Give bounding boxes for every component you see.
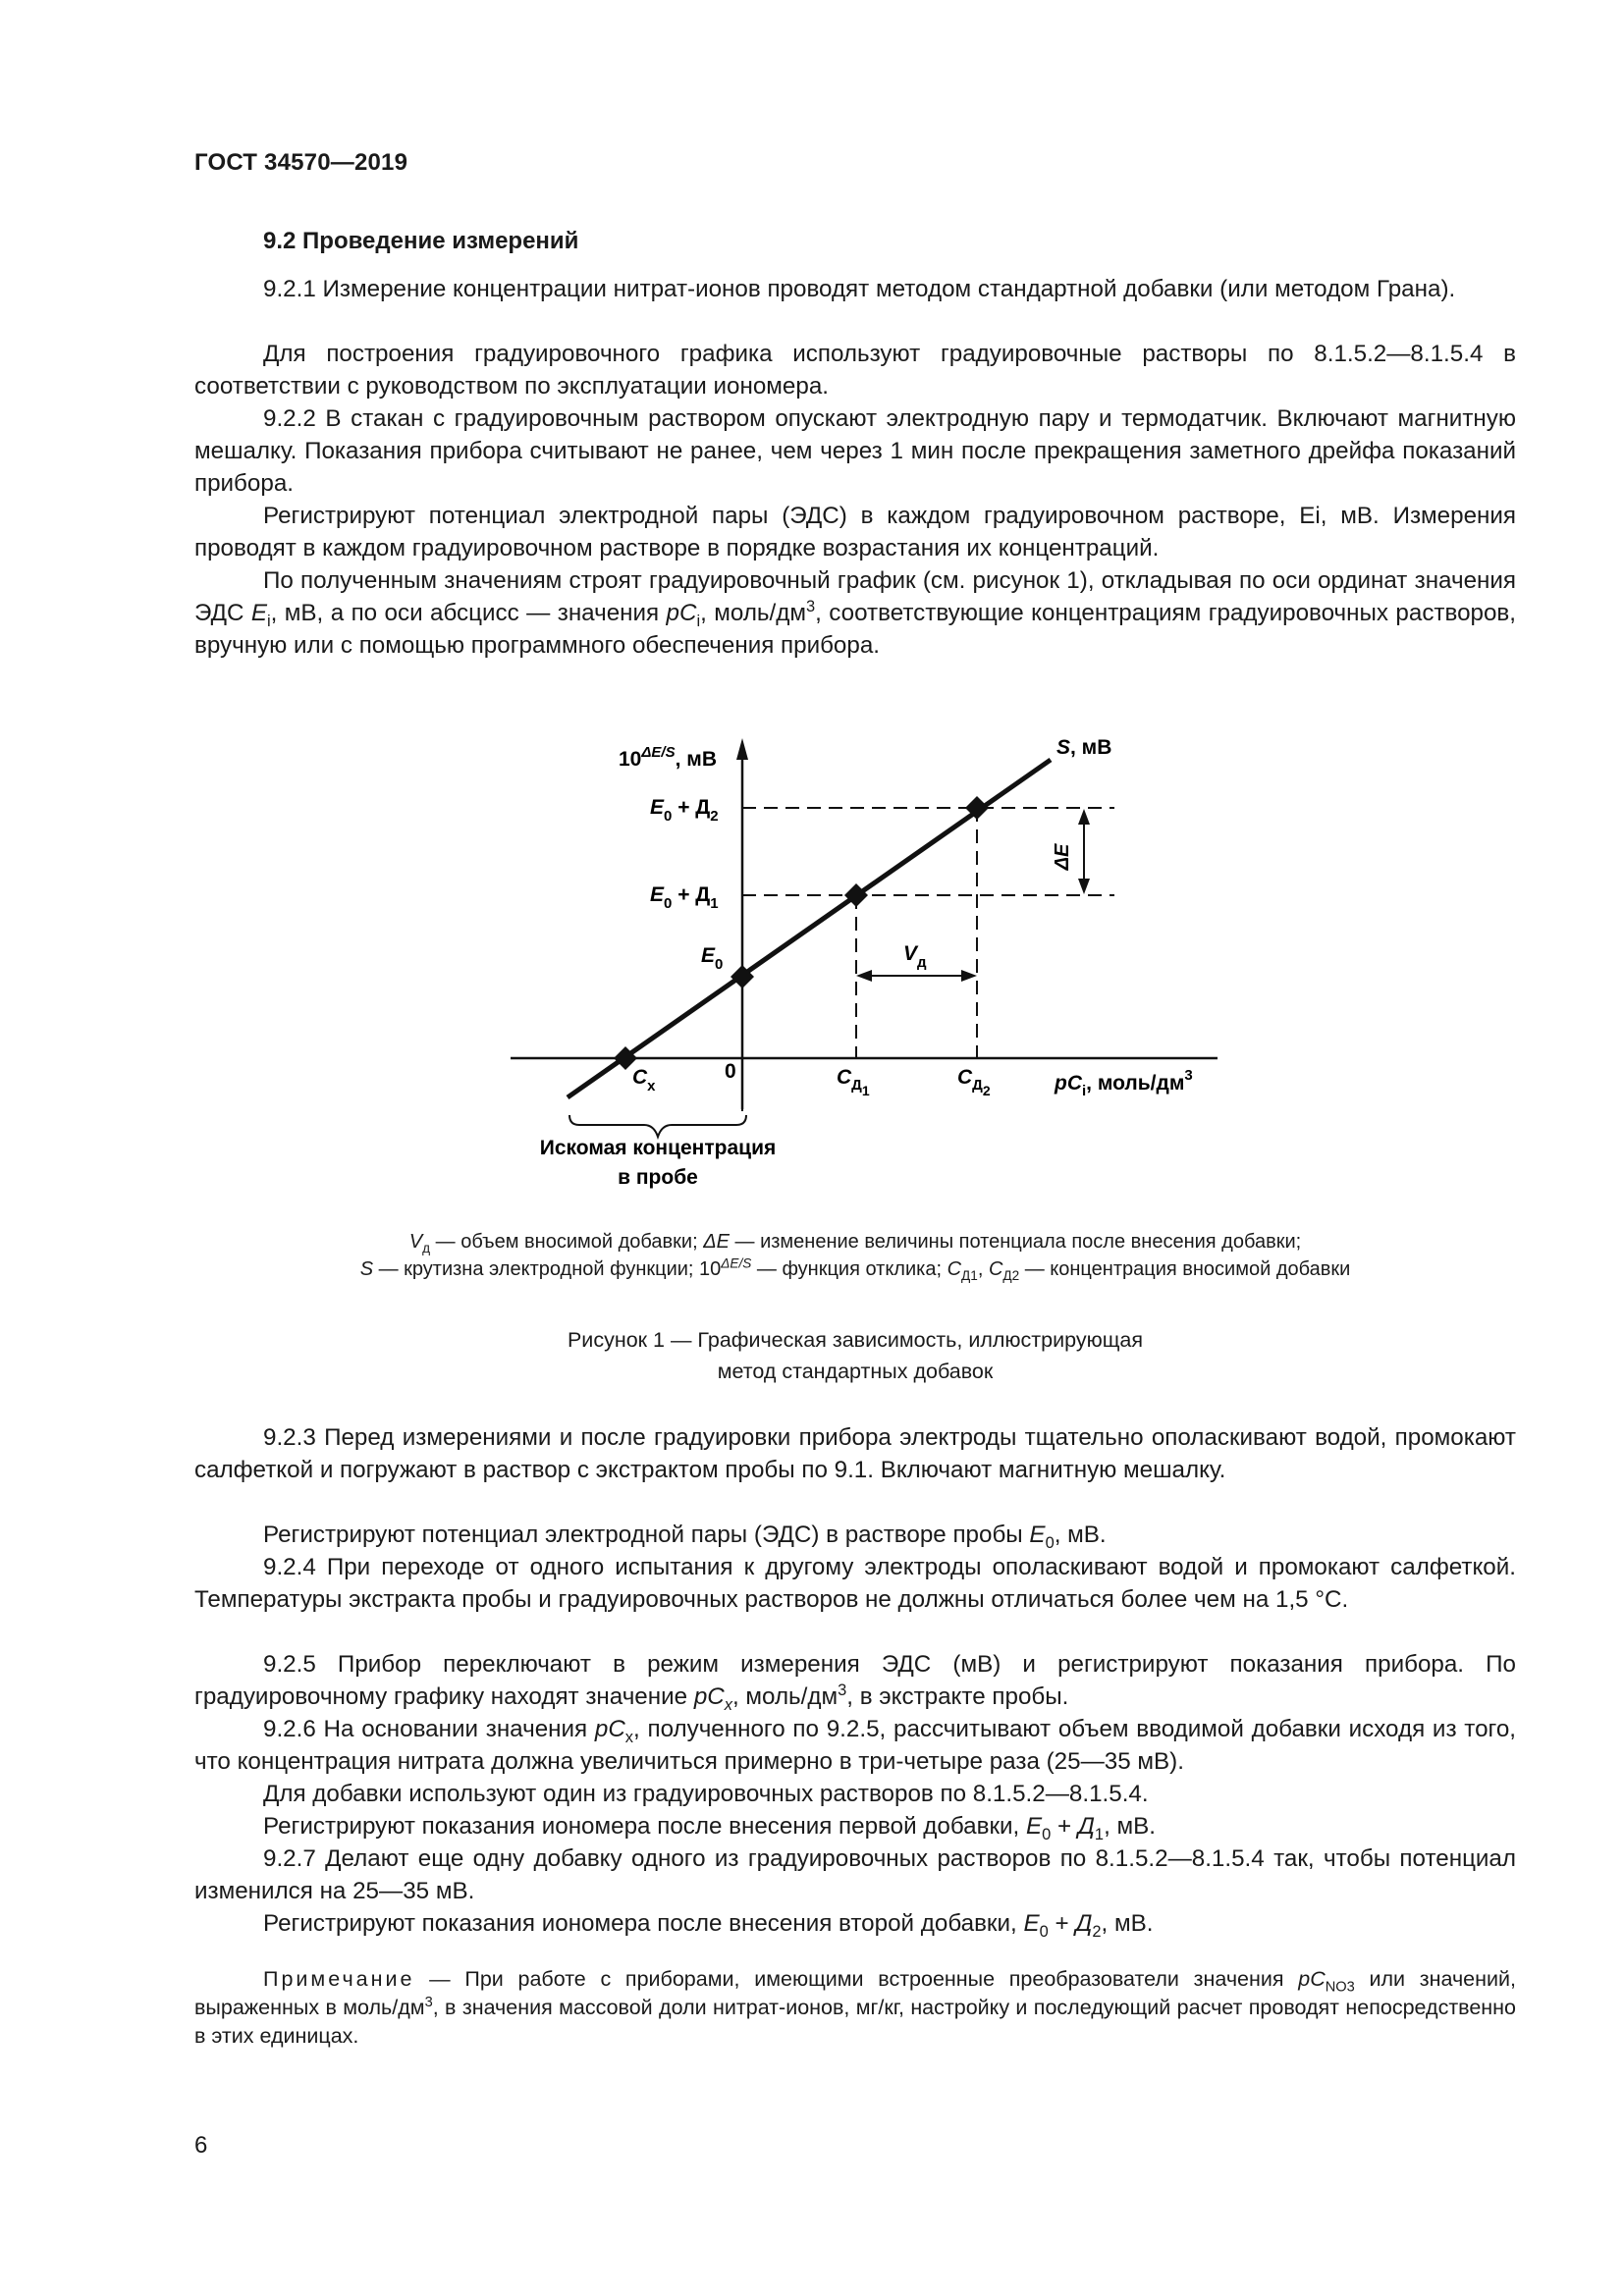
paragraph-9-2-6-b: Для добавки используют один из градуировочных растворов по 8.1.5.2—8.1.5.4. bbox=[263, 1781, 1149, 1807]
figure-caption-line-1: Рисунок 1 — Графическая зависимость, иллюстрирующая bbox=[567, 1328, 1144, 1352]
paragraph-9-2-3: 9.2.3 Перед измерениями и после градуировки прибора электроды тщательно ополаскивают водой, промокают салфеткой и погружают в раствор с экстрактом пробы по 9.1. Включают магнитную мешалку. bbox=[194, 1424, 1516, 1483]
paragraph-9-2-4: 9.2.4 При переходе от одного испытания к другому электроды ополаскивают водой и промокают салфеткой. Температуры экстракта пробы и градуировочных растворов не должны отличаться более чем на 1,5 °С. bbox=[194, 1554, 1516, 1613]
brace-label-2: в пробе bbox=[618, 1166, 698, 1189]
label-e0: $E_0$ bbox=[701, 944, 724, 973]
brace-label-1: Искомая концентрация bbox=[539, 1137, 777, 1159]
paragraph-9-2-1: 9.2.1 Измерение концентрации нитрат-ионов проводят методом стандартной добавки (или методом Грана). bbox=[263, 276, 1456, 302]
figure-1-graph bbox=[491, 717, 1237, 1207]
paragraph-9-2-6-c: Регистрируют показания иономера после внесения первой добавки, $E_0 + Д_1$, мВ. bbox=[263, 1813, 1156, 1843]
label-e0-d1: $E_0 + Д_1$ bbox=[650, 883, 719, 912]
paragraph-9-2-2-b: Регистрируют потенциал электродной пары (ЭДС) в каждом градуировочном растворе, Ei, мВ. Измерения проводят в каждом градуировочном растворе в порядке возрастания их концентраций. bbox=[194, 503, 1516, 561]
paragraph-9-2-2: 9.2.2 В стакан с градуировочным раствором опускают электродную пару и термодатчик. Включают магнитную мешалку. Показания прибора считывают не ранее, чем через 1 мин после прекращения заметного дрейфа показаний прибора. bbox=[194, 405, 1516, 497]
x-axis-label: $pC_i$, моль/$дм^3$ bbox=[1055, 1067, 1193, 1099]
section-title: 9.2 Проведение измерений bbox=[263, 228, 579, 254]
label-e0-d2: $E_0 + Д_2$ bbox=[650, 796, 719, 825]
delta-e-arrow-bottom bbox=[1078, 879, 1090, 894]
slope-label: S, мВ bbox=[1056, 736, 1112, 759]
label-cd1: $C_{Д1}$ bbox=[837, 1066, 870, 1098]
paragraph-9-2-5: 9.2.5 Прибор переключают в режим измерения ЭДС (мВ) и регистрируют показания прибора. По градуировочному графику находят значение $pC_x$, моль/$дм^3$, в экстракте пробы. bbox=[194, 1651, 1516, 1714]
paragraph-9-2-7: 9.2.7 Делают еще одну добавку одного из градуировочных растворов по 8.1.5.2—8.1.5.4 так, чтобы потенциал изменился на 25—35 мВ. bbox=[194, 1845, 1516, 1904]
note-label: Примечание bbox=[263, 1967, 415, 1991]
figure-caption-line-2: метод стандартных добавок bbox=[717, 1360, 994, 1383]
label-zero: 0 bbox=[725, 1060, 736, 1083]
figure-legend-line-1: $V_д$ — объем вносимой добавки; ΔE — изменение величины потенциала после внесения добавки; bbox=[408, 1231, 1302, 1255]
paragraph-9-2-6: 9.2.6 На основании значения $pC_x$, полученного по 9.2.5, рассчитывают объем вводимой добавки исходя из того, что концентрация нитрата должна увеличиться примерно в три-четыре раза (25—35 мВ). bbox=[194, 1716, 1517, 1775]
y-axis-arrow bbox=[736, 738, 748, 760]
label-cd2: $C_{Д2}$ bbox=[957, 1066, 991, 1098]
paragraph-9-2-3-b: Регистрируют потенциал электродной пары (ЭДС) в растворе пробы $E_0$, мВ. bbox=[263, 1522, 1107, 1552]
page-number: 6 bbox=[194, 2132, 208, 2159]
delta-e-arrow-top bbox=[1078, 809, 1090, 825]
y-axis-label: $10^{\Delta E/S}$, мВ bbox=[619, 744, 717, 771]
vd-label: $V_д$ bbox=[903, 942, 927, 971]
note: Примечание — При работе с приборами, имеющими встроенные преобразователи значения $pC_{NO3}$ или значений, выраженных в моль/$дм^3$, в значения массовой доли нитрат-ионов, мг/кг, настройку и последующий расчет проводят непосредственно в этих единицах. bbox=[194, 1967, 1517, 2048]
paragraph-9-2-7-b: Регистрируют показания иономера после внесения второй добавки, $E_0 + Д_2$, мВ. bbox=[263, 1910, 1154, 1941]
paragraph-9-2-1-b: Для построения градуировочного графика используют градуировочные растворы по 8.1.5.2—8.1.5.4 в соответствии с руководством по эксплуатации иономера. bbox=[194, 341, 1516, 400]
paragraph-9-2-2-c: По полученным значениям строят градуировочный график (см. рисунок 1), откладывая по оси ординат значения ЭДС $E_i$, мВ, а по оси абсцисс — значения $pC_i$, моль/$дм^3$, соответствующие концентрациям градуировочных растворов, вручную или с помощью программного обеспечения прибора. bbox=[194, 567, 1516, 659]
vd-arrow-right bbox=[961, 970, 977, 982]
vd-arrow-left bbox=[856, 970, 872, 982]
figure-legend-line-2: S — крутизна электродной функции; $10^{\Delta E/S}$ — функция отклика; $C_{Д1}$, $C_{Д2}$ — концентрация вносимой добавки bbox=[359, 1255, 1351, 1283]
brace bbox=[569, 1115, 746, 1137]
label-cx: $C_x$ bbox=[632, 1066, 656, 1095]
delta-e-label: ΔE bbox=[1052, 843, 1073, 871]
document-header: ГОСТ 34570—2019 bbox=[194, 149, 408, 176]
